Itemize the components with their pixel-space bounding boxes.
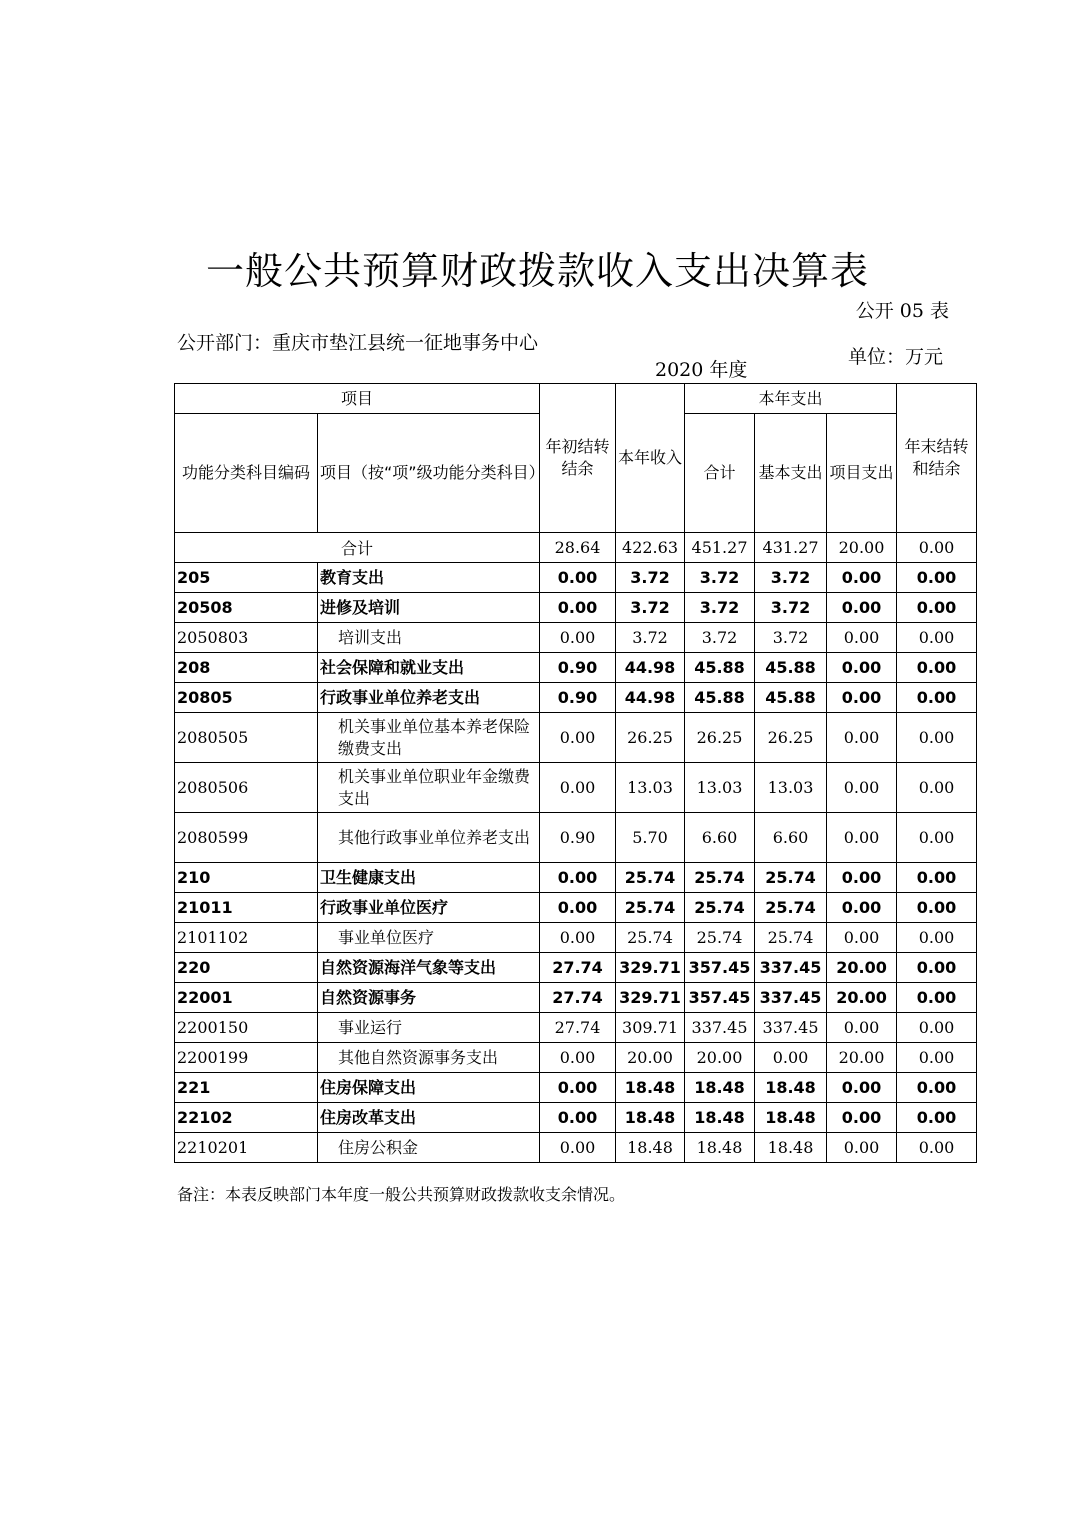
- header-basic: 基本支出: [755, 414, 827, 533]
- cell-total: 25.74: [685, 893, 755, 923]
- table-row: [175, 813, 977, 863]
- header-opening: 年初结转结余: [540, 384, 616, 533]
- cell-basic: 3.72: [755, 623, 827, 653]
- cell-closing: 0.00: [897, 683, 977, 713]
- header-closing: 年末结转和结余: [897, 384, 977, 533]
- cell-opening: 0.00: [540, 1073, 616, 1103]
- cell-opening: 0.00: [540, 763, 616, 813]
- cell-name: 卫生健康支出: [318, 863, 540, 893]
- cell-closing: 0.00: [897, 983, 977, 1013]
- cell-total: 3.72: [685, 623, 755, 653]
- cell-opening: 0.90: [540, 813, 616, 863]
- total-project: 20.00: [827, 533, 897, 563]
- cell-closing: 0.00: [897, 1073, 977, 1103]
- cell-name: 其他行政事业单位养老支出: [318, 813, 540, 863]
- cell-opening: 0.00: [540, 1103, 616, 1133]
- cell-opening: 0.00: [540, 563, 616, 593]
- cell-project: 0.00: [827, 1133, 897, 1163]
- cell-code: 205: [175, 563, 318, 593]
- cell-basic: 337.45: [755, 953, 827, 983]
- cell-project: 0.00: [827, 763, 897, 813]
- table-row: [175, 593, 977, 623]
- cell-code: 21011: [175, 893, 318, 923]
- cell-project: 0.00: [827, 563, 897, 593]
- cell-project: 0.00: [827, 623, 897, 653]
- cell-name: 自然资源海洋气象等支出: [318, 953, 540, 983]
- table-row: [175, 1013, 977, 1043]
- total-row: [175, 533, 977, 563]
- table-row: [175, 1043, 977, 1073]
- cell-project: 0.00: [827, 713, 897, 763]
- cell-opening: 27.74: [540, 983, 616, 1013]
- table-row: [175, 1103, 977, 1133]
- cell-project: 0.00: [827, 813, 897, 863]
- table-row: [175, 653, 977, 683]
- cell-income: 25.74: [616, 863, 685, 893]
- header-name: 项目（按“项”级功能分类科目）: [318, 414, 540, 533]
- cell-income: 13.03: [616, 763, 685, 813]
- cell-total: 3.72: [685, 593, 755, 623]
- cell-project: 0.00: [827, 1103, 897, 1133]
- cell-name: 进修及培训: [318, 593, 540, 623]
- cell-basic: 3.72: [755, 593, 827, 623]
- cell-opening: 0.00: [540, 623, 616, 653]
- cell-basic: 25.74: [755, 923, 827, 953]
- cell-basic: 0.00: [755, 1043, 827, 1073]
- cell-opening: 27.74: [540, 953, 616, 983]
- header-expense-group: 本年支出: [685, 384, 897, 414]
- cell-code: 2200199: [175, 1043, 318, 1073]
- header-project: 项目支出: [827, 414, 897, 533]
- cell-code: 2080506: [175, 763, 318, 813]
- total-income: 422.63: [616, 533, 685, 563]
- cell-total: 25.74: [685, 923, 755, 953]
- cell-total: 357.45: [685, 953, 755, 983]
- cell-name: 机关事业单位基本养老保险缴费支出: [318, 713, 540, 763]
- cell-basic: 25.74: [755, 863, 827, 893]
- cell-code: 221: [175, 1073, 318, 1103]
- cell-total: 18.48: [685, 1133, 755, 1163]
- table-row: [175, 623, 977, 653]
- cell-name: 培训支出: [318, 623, 540, 653]
- table-row: [175, 953, 977, 983]
- cell-income: 44.98: [616, 653, 685, 683]
- cell-basic: 18.48: [755, 1073, 827, 1103]
- cell-code: 2080505: [175, 713, 318, 763]
- page-title: 一般公共预算财政拨款收入支出决算表: [205, 249, 869, 293]
- cell-name: 自然资源事务: [318, 983, 540, 1013]
- cell-code: 2080599: [175, 813, 318, 863]
- cell-project: 0.00: [827, 1073, 897, 1103]
- cell-project: 0.00: [827, 893, 897, 923]
- fiscal-year: 2020 年度: [655, 359, 748, 381]
- cell-project: 20.00: [827, 953, 897, 983]
- table-row: [175, 713, 977, 763]
- table-row: [175, 923, 977, 953]
- table-row: [175, 863, 977, 893]
- cell-project: 0.00: [827, 683, 897, 713]
- table-row: [175, 563, 977, 593]
- cell-basic: 337.45: [755, 1013, 827, 1043]
- cell-code: 210: [175, 863, 318, 893]
- cell-closing: 0.00: [897, 763, 977, 813]
- cell-project: 0.00: [827, 653, 897, 683]
- cell-name: 住房保障支出: [318, 1073, 540, 1103]
- cell-opening: 27.74: [540, 1013, 616, 1043]
- table-row: [175, 893, 977, 923]
- cell-basic: 3.72: [755, 563, 827, 593]
- cell-closing: 0.00: [897, 593, 977, 623]
- cell-project: 20.00: [827, 983, 897, 1013]
- cell-basic: 25.74: [755, 893, 827, 923]
- cell-opening: 0.00: [540, 1043, 616, 1073]
- cell-code: 2200150: [175, 1013, 318, 1043]
- cell-project: 20.00: [827, 1043, 897, 1073]
- cell-basic: 337.45: [755, 983, 827, 1013]
- cell-code: 220: [175, 953, 318, 983]
- cell-closing: 0.00: [897, 863, 977, 893]
- cell-income: 18.48: [616, 1103, 685, 1133]
- cell-closing: 0.00: [897, 653, 977, 683]
- cell-opening: 0.00: [540, 593, 616, 623]
- cell-income: 26.25: [616, 713, 685, 763]
- cell-code: 20805: [175, 683, 318, 713]
- cell-basic: 6.60: [755, 813, 827, 863]
- total-basic: 431.27: [755, 533, 827, 563]
- cell-name: 教育支出: [318, 563, 540, 593]
- cell-closing: 0.00: [897, 953, 977, 983]
- cell-code: 22102: [175, 1103, 318, 1133]
- cell-total: 20.00: [685, 1043, 755, 1073]
- cell-closing: 0.00: [897, 893, 977, 923]
- cell-basic: 45.88: [755, 683, 827, 713]
- cell-project: 0.00: [827, 863, 897, 893]
- cell-closing: 0.00: [897, 923, 977, 953]
- cell-opening: 0.00: [540, 1133, 616, 1163]
- table-row: [175, 983, 977, 1013]
- cell-total: 3.72: [685, 563, 755, 593]
- cell-closing: 0.00: [897, 563, 977, 593]
- cell-closing: 0.00: [897, 1103, 977, 1133]
- cell-income: 18.48: [616, 1073, 685, 1103]
- cell-opening: 0.00: [540, 863, 616, 893]
- total-opening: 28.64: [540, 533, 616, 563]
- cell-income: 329.71: [616, 953, 685, 983]
- department-label: 公开部门：重庆市垫江县统一征地事务中心: [177, 332, 539, 354]
- table-row: [175, 1073, 977, 1103]
- cell-total: 18.48: [685, 1073, 755, 1103]
- cell-closing: 0.00: [897, 1013, 977, 1043]
- cell-basic: 26.25: [755, 713, 827, 763]
- cell-income: 3.72: [616, 593, 685, 623]
- table-row: [175, 1133, 977, 1163]
- total-closing: 0.00: [897, 533, 977, 563]
- cell-total: 18.48: [685, 1103, 755, 1133]
- cell-closing: 0.00: [897, 1133, 977, 1163]
- cell-income: 44.98: [616, 683, 685, 713]
- table-row: [175, 683, 977, 713]
- cell-basic: 45.88: [755, 653, 827, 683]
- cell-total: 26.25: [685, 713, 755, 763]
- cell-opening: 0.00: [540, 713, 616, 763]
- header-code: 功能分类科目编码: [175, 414, 318, 533]
- cell-opening: 0.90: [540, 653, 616, 683]
- cell-name: 住房改革支出: [318, 1103, 540, 1133]
- header-income: 本年收入: [616, 384, 685, 533]
- cell-income: 3.72: [616, 623, 685, 653]
- cell-closing: 0.00: [897, 623, 977, 653]
- cell-total: 337.45: [685, 1013, 755, 1043]
- cell-income: 20.00: [616, 1043, 685, 1073]
- cell-project: 0.00: [827, 1013, 897, 1043]
- cell-code: 2050803: [175, 623, 318, 653]
- cell-name: 事业单位医疗: [318, 923, 540, 953]
- cell-total: 6.60: [685, 813, 755, 863]
- cell-name: 社会保障和就业支出: [318, 653, 540, 683]
- table-row: [175, 763, 977, 813]
- total-label: 合计: [175, 533, 540, 563]
- cell-total: 25.74: [685, 863, 755, 893]
- cell-code: 2101102: [175, 923, 318, 953]
- cell-name: 机关事业单位职业年金缴费支出: [318, 763, 540, 813]
- cell-total: 45.88: [685, 683, 755, 713]
- cell-name: 住房公积金: [318, 1133, 540, 1163]
- cell-code: 2210201: [175, 1133, 318, 1163]
- cell-code: 208: [175, 653, 318, 683]
- cell-name: 事业运行: [318, 1013, 540, 1043]
- cell-income: 3.72: [616, 563, 685, 593]
- cell-basic: 18.48: [755, 1133, 827, 1163]
- cell-income: 329.71: [616, 983, 685, 1013]
- cell-income: 5.70: [616, 813, 685, 863]
- cell-opening: 0.00: [540, 923, 616, 953]
- cell-closing: 0.00: [897, 1043, 977, 1073]
- footnote: 备注：本表反映部门本年度一般公共预算财政拨款收支余情况。: [177, 1185, 626, 1204]
- header-item-group: 项目: [175, 384, 540, 414]
- cell-project: 0.00: [827, 923, 897, 953]
- total-total: 451.27: [685, 533, 755, 563]
- cell-total: 357.45: [685, 983, 755, 1013]
- cell-income: 309.71: [616, 1013, 685, 1043]
- form-number: 公开 05 表: [855, 300, 949, 322]
- budget-table: [174, 383, 977, 1163]
- cell-opening: 0.90: [540, 683, 616, 713]
- cell-income: 25.74: [616, 893, 685, 923]
- cell-income: 25.74: [616, 923, 685, 953]
- cell-basic: 13.03: [755, 763, 827, 813]
- cell-name: 行政事业单位医疗: [318, 893, 540, 923]
- cell-total: 45.88: [685, 653, 755, 683]
- cell-closing: 0.00: [897, 813, 977, 863]
- cell-income: 18.48: [616, 1133, 685, 1163]
- cell-closing: 0.00: [897, 713, 977, 763]
- cell-total: 13.03: [685, 763, 755, 813]
- cell-opening: 0.00: [540, 893, 616, 923]
- cell-name: 其他自然资源事务支出: [318, 1043, 540, 1073]
- cell-basic: 18.48: [755, 1103, 827, 1133]
- cell-code: 20508: [175, 593, 318, 623]
- cell-project: 0.00: [827, 593, 897, 623]
- cell-name: 行政事业单位养老支出: [318, 683, 540, 713]
- unit-label: 单位：万元: [848, 346, 944, 368]
- header-total: 合计: [685, 414, 755, 533]
- cell-code: 22001: [175, 983, 318, 1013]
